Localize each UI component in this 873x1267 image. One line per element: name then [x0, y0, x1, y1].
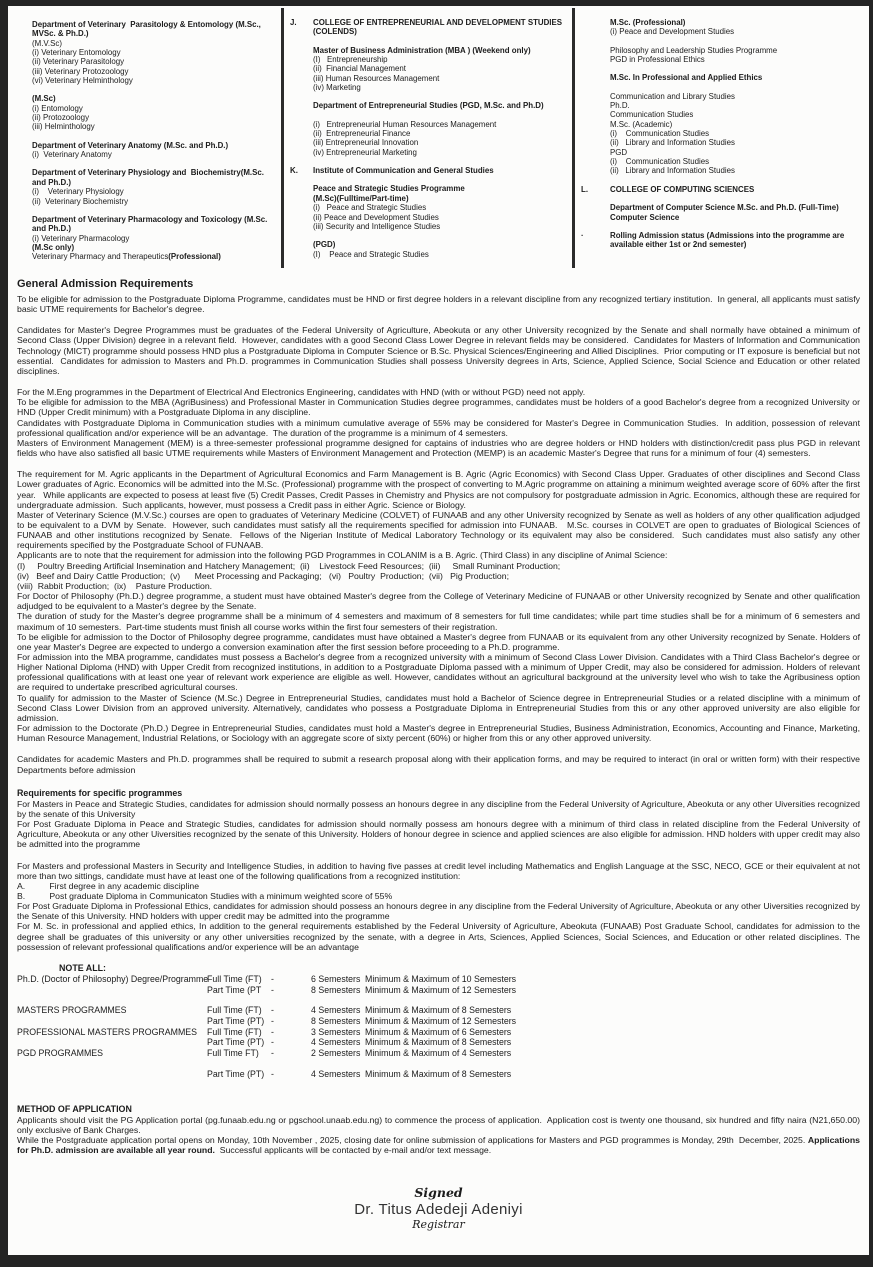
column-line — [290, 184, 566, 193]
paragraph: To be eligible for admission to the Postgraduate Diploma Programme, candidates must be HND or first degree holders in a relevant discipline from any recognized tertiary institution. In general, all applicants must satisfy basic UTME requirements for Bachelor's degree. — [17, 294, 863, 315]
text-segment: While the Postgraduate application portal opens on Monday, 10th November , 2025, closing date for online submission of applications for Masters and PGD programmes is Monday, 29th December, 2025. — [17, 1134, 808, 1145]
table-cell-name: PROFESSIONAL MASTERS PROGRAMMES — [17, 1026, 198, 1037]
column-line — [32, 243, 273, 252]
column-line — [32, 122, 273, 131]
column-line — [581, 92, 861, 101]
note-all-section — [17, 963, 860, 1080]
top-column-2 — [284, 6, 572, 274]
paragraph: Candidates for Master's Degree Programmes must be graduates of the Federal University of Agriculture, Abeokuta or any other University recognized by the Senate and shall normally have obtained a minimum of Second Class (Upper Division) degree in a relevant field. However, candidates with a good Second Class Lower Degree in relevant fields may be considered. Candidates for Masters of Information and Communication Technology (MICT) programme should possess HND plus a Postgraduate Diploma in Computer Science or B.Sc. Physical Sciences/Engineering and Allied Disciplines. Prior computing or IT exposure is beneficial but not essential. Candidates for admission to Masters and Ph.D. programmes in Communication Studies shall possess University degrees in Arts, Science, Applied Science, Social Science and Education or other related disciplines. — [17, 325, 863, 376]
table-cell-mm: Minimum & Maximum of 12 Semesters — [365, 1016, 517, 1027]
paragraph — [17, 1134, 863, 1155]
column-line-text: (iii) Entrepreneurial Innovation — [313, 138, 419, 148]
spacer — [581, 194, 861, 203]
table-cell-dash: - — [271, 973, 274, 984]
paragraph-group — [17, 469, 863, 744]
paragraph: A. First degree in any academic discipline — [17, 880, 200, 891]
paragraph: To qualify for admission to the Master of Science (M.Sc.) Degree in Entrepreneurial Studies, candidates must hold a Bachelor of Science degree in Entrepreneurial Studies or a related discipline with a minimum of Second Class Lower Division from an approved university. Alternatively, candidates who possess a Postgraduate Diploma in Entrepreneurial Studies from this or any other approved university are also eligible for admission. — [17, 692, 863, 723]
general-requirements-text — [17, 294, 863, 775]
table-cell-name — [17, 1016, 207, 1027]
column-line-text: (vi) Veterinary Helminthology — [32, 76, 133, 86]
specific-programmes-text — [17, 798, 863, 952]
paragraph-group — [17, 860, 863, 952]
column-line-text: M.Sc. (Academic) — [610, 119, 673, 129]
note-table — [17, 974, 860, 1080]
column-line-text: Department of Veterinary Anatomy (M.Sc. and Ph.D.) — [32, 140, 229, 150]
table-cell-mode: Full Time (FT) — [207, 973, 262, 984]
paragraph: For Post Graduate Diploma in Peace and Strategic Studies, candidates for admission should normally possess am honours degree with a minimum of third class in related discipline from the Federal University of Agriculture, Abeokuta or any other Uiversities recognized by the senate of this University. Holders of honour degree in science and applied sciences are also eligible for admission. HND holders with upper credit may also be admitted into the programme — [17, 819, 863, 850]
spacer — [581, 64, 861, 73]
spacer — [290, 37, 566, 46]
table-row — [17, 1069, 860, 1080]
text-segment: Veterinary Pharmacy and Therapeutics — [32, 252, 169, 262]
column-line-text: COLLEGE OF COMPUTING SCIENCES — [610, 184, 755, 194]
column-line-text: (I) Entrepreneurship — [313, 55, 388, 65]
column-line-text: (iii) Security and Intelligence Studies — [313, 221, 441, 231]
column-line-text: (iv) Marketing — [313, 83, 361, 93]
paragraph: Candidates for academic Masters and Ph.D. programmes shall be required to submit a research proposal along with their application forms, and may be required to interact (in oral or written form) with their respective Departments before admission — [17, 754, 863, 775]
column-line-text: (M.Sc only) — [32, 242, 75, 252]
column-line — [581, 129, 861, 138]
table-cell-mode: Part Time (PT) — [207, 1068, 265, 1079]
column-line-text — [32, 252, 221, 261]
column-line-text: (i) Entomology — [32, 103, 83, 113]
table-cell-dash: - — [271, 1068, 274, 1079]
spacer — [290, 157, 566, 166]
paragraph: Masters of Environment Management (MEM) is a three-semester professional programme designed for captains of industries who are degree holders or HND holders with distinction/credit pass plus PGD in relevant fields who have also satisfied all basic UTME requirements while Masters of Environment Management and Protection (MEMP) is an academic Master's Degree that runs for a minimum of four (4) semesters. — [17, 437, 863, 459]
column-line-text: (M.V.Sc) — [32, 38, 62, 48]
column-line — [290, 120, 566, 129]
column-line — [32, 39, 273, 48]
table-cell-mm: Minimum & Maximum of 8 Semesters — [365, 1037, 512, 1048]
section-letter: J. — [290, 18, 297, 27]
table-cell-sem: 3 Semesters — [311, 1026, 361, 1037]
paragraph-group — [17, 754, 863, 775]
column-line — [290, 222, 566, 231]
spacer — [32, 206, 273, 215]
paragraph: The duration of study for the Master's degree programme shall be a minimum of 4 semesters and maximum of 8 semesters for full time candidates; while part time studies shall be for a minimum of 6 semesters and maximum of 10 semesters. Part-time students must finish all course works within the first four semesters of their registration. — [17, 611, 863, 632]
paragraph: To be eligible for admission to the MBA (AgriBusiness) and Professional Master in Communication Studies degree programmes, candidates must be holders of a good Bachelor's degree from a recognized University or HND (Upper Credit minimum) with a Postgraduate Diploma in any discipline. — [17, 397, 863, 418]
column-line-text: Peace and Strategic Studies Programme — [313, 184, 465, 194]
table-cell-mode: Full Time (FT) — [207, 1005, 262, 1016]
column-line-text: Department of Veterinary Pharmacology and Toxicology (M.Sc. and Ph.D.) — [32, 214, 270, 234]
text-segment: Successful applicants will be contacted by e-mail and/or text message. — [214, 1145, 492, 1155]
column-line-text: (i) Veterinary Pharmacology — [32, 233, 130, 243]
table-cell-sem: 2 Semesters — [311, 1048, 361, 1059]
column-line-text: Communication Studies — [610, 110, 694, 120]
table-cell-dash: - — [271, 1026, 274, 1037]
paragraph: Master of Veterinary Science (M.V.Sc.) courses are open to graduates of Veterinary Medicine (COLVET) of FUNAAB and any other University recognized by Senate as well as holders of any other qualification adjudged to be equivalent to a DVM by Senate. However, such candidates must satisfy all the requirements specified for admission into FUNAAB. M.Sc. courses in COLVET are open to graduates of Biological Sciences of FUNAAB and other institutions recognized by Senate. Fellows of the Nigerian Institute of Medical Laboratory Technology or its equivalent may also be considered. Such candidates must also satisfy any other requirements specified by the Postgraduate School of FUNAAB. — [17, 509, 863, 551]
column-line — [32, 168, 273, 187]
paragraph: For M. Sc. in professional and applied ethics, In addition to the general requirements established by the Federal University of Agriculture, Abeokuta (FUNAAB) Post Graduate School, candidates for admission to the degree shall be graduates of this university or any other universities recognized by the senate, with a degree in Arts, Sciences, Applied Sciences, Social Sciences, and Education or other related disciplines. The possession of relevant professional qualifications and/or experience will be an advantage — [17, 921, 863, 952]
table-cell-mode: Part Time (PT) — [207, 1016, 265, 1027]
table-cell-mm: Minimum & Maximum of 10 Semesters — [365, 973, 517, 984]
column-line — [32, 197, 273, 206]
column-line-text: (iii) Helminthology — [32, 122, 95, 132]
column-line-text: M.Sc. In Professional and Applied Ethics — [610, 73, 763, 83]
paragraph-group — [17, 294, 863, 315]
column-line-text: Department of Computer Science M.Sc. and Ph.D. (Full-Time) Computer Science — [610, 203, 841, 222]
column-line — [32, 20, 273, 39]
table-cell-mm: Minimum & Maximum of 8 Semesters — [365, 1005, 512, 1016]
table-cell-sem: 8 Semesters — [311, 984, 361, 995]
table-cell-sem: 6 Semesters — [311, 973, 361, 984]
table-cell-dash: - — [271, 1048, 274, 1059]
paragraph: For Post Graduate Diploma in Professional Ethics, candidates for admission should possess an honours degree in any discipline from the Federal University of Agriculture, Abeokuta or any other Uiversities recognized by the Senate of this University. HND holders with upper credit may be admitted into the programme — [17, 901, 863, 922]
paragraph: For Masters in Peace and Strategic Studies, candidates for admission should normally possess an honours degree in any discipline from the Federal University of Agriculture, Abeokuta or any other Uiversities recognized by the senate of this University — [17, 798, 863, 819]
table-row — [17, 1005, 860, 1016]
registrar-name: Dr. Titus Adedeji Adeniyi — [354, 1201, 523, 1219]
column-line-text: (ii) Entrepreneurial Finance — [313, 129, 411, 139]
column-line-text: M.Sc. (Professional) — [610, 18, 686, 27]
paragraph: The requirement for M. Agric applicants in the Department of Agricultural Economics and Farm Management is B. Agric (Agric Economics) with Second Class Upper. Graduates of other disciplines and Second Class Lower graduates of Agric. Economics will be admitted into the M.Sc. (Professional) programme with the prospect of converting to M.Agric programme on attaining a minimum weighted average score of 60% after the first year. While applicants are expected to posess at least five (5) Credit Passes, Credit Passes in Chemistry and Physics are not compulsory for postgraduate admission in Agric. Economics, although these are required for undergraduate admission. Such applicants, however, must possess a Credit pass in either Agric. Science or Biology. — [17, 469, 863, 510]
column-line — [290, 64, 566, 73]
column-line-text: Master of Business Administration (MBA ) (Weekend only) — [313, 45, 531, 55]
column-line — [290, 203, 566, 212]
spacer — [290, 231, 566, 240]
column-line-text: Institute of Communication and General Studies — [313, 166, 494, 176]
table-cell-mode: Full Time (FT) — [207, 1026, 262, 1037]
column-line-text: Philosophy and Leadership Studies Programme — [610, 45, 778, 55]
column-line — [290, 148, 566, 157]
paragraph: For the M.Eng programmes in the Department of Electrical And Electronics Engineering, candidates with HND (with or without PGD) need not apply. — [17, 387, 586, 398]
column-line — [32, 67, 273, 76]
table-row — [17, 1037, 860, 1048]
column-line — [32, 234, 273, 243]
column-line-text: (ii) Veterinary Parasitology — [32, 57, 125, 67]
column-line — [290, 83, 566, 92]
spacer — [32, 132, 273, 141]
paragraph: (I) Poultry Breeding Artificial Insemination and Hatchery Management; (ii) Livestock Feed Resources; (iii) Small Ruminant Production; — [17, 560, 561, 571]
table-cell-name: PGD PROGRAMMES — [17, 1048, 104, 1059]
column-line-text: (i) Communication Studies — [610, 129, 710, 139]
column-line-text: (iii) Veterinary Protozoology — [32, 66, 129, 76]
column-line — [290, 194, 566, 203]
column-line-text: (i) Entrepreneurial Human Resources Management — [313, 119, 497, 129]
table-cell-dash: - — [271, 984, 274, 995]
column-line-text: (i) Veterinary Anatomy — [32, 150, 112, 160]
column-line-text: (I) Peace and Strategic Studies — [313, 249, 429, 259]
note-all-heading: NOTE ALL: — [59, 962, 106, 973]
column-line-text: (i) Veterinary Physiology — [32, 187, 124, 197]
column-line — [581, 166, 861, 175]
table-cell-mm: Minimum & Maximum of 8 Semesters — [365, 1068, 512, 1079]
table-cell-sem: 4 Semesters — [311, 1037, 361, 1048]
column-line — [581, 27, 861, 36]
column-line-text: (ii) Library and Information Studies — [610, 138, 735, 148]
text-segment: Applicants should visit the PG Application portal (pg.funaab.edu.ng or pgschool.unaab.edu.ng) to commence the process of application. Application cost is twenty one thousand, six hundred and fifty naira (N21,650.00) only exclusive of Bank Charges. — [17, 1114, 863, 1135]
column-line — [290, 138, 566, 147]
column-line — [32, 187, 273, 196]
spacer — [581, 176, 861, 185]
column-line-text: PGD in Professional Ethics — [610, 55, 705, 65]
table-row-spacer — [17, 1059, 860, 1069]
column-line — [290, 240, 566, 249]
column-line — [581, 55, 861, 64]
signed-label: Signed — [414, 1185, 463, 1201]
column-line-text: (ii) Peace and Development Studies — [313, 212, 439, 222]
column-line-text: (PGD) — [313, 240, 336, 250]
column-line — [290, 74, 566, 83]
column-line-text: Communication and Library Studies — [610, 91, 735, 101]
paragraph: For Doctor of Philosophy (Ph.D.) degree programme, a student must have obtained Master's degree from the College of Veterinary Medicine of FUNAAB or other University recognized by Senate and other qualification adjudged to be equivalent to a Master's degree by the Senate. — [17, 591, 863, 612]
column-line — [581, 73, 861, 82]
table-cell-name — [17, 1069, 207, 1080]
column-line-text: (i) Veterinary Entomology — [32, 48, 121, 58]
table-cell-name: MASTERS PROGRAMMES — [17, 1005, 127, 1016]
table-cell-mm: Minimum & Maximum of 12 Semesters — [365, 984, 517, 995]
column-line — [581, 138, 861, 147]
signature-block — [17, 1185, 860, 1231]
column-line — [32, 104, 273, 113]
registrar-title: Registrar — [412, 1218, 465, 1232]
column-line — [581, 101, 861, 110]
spacer — [32, 159, 273, 168]
column-line-text: (iv) Entrepreneurial Marketing — [313, 147, 417, 157]
table-cell-mm: Minimum & Maximum of 6 Semesters — [365, 1026, 512, 1037]
column-line — [32, 215, 273, 234]
paragraph-group — [17, 387, 863, 459]
column-line — [290, 166, 566, 175]
paragraph: For Masters and professional Masters in Security and Intelligence Studies, in addition to having five passes at credit level including Mathematics and English Language at the SSC, NECO, GCE or their equivalent at not more than two sittings, candidate must have at least one of the following qualifications from a recognized institution: — [17, 860, 863, 881]
text-segment: Applications for Ph.D. admission are available all year round. — [17, 1134, 863, 1155]
column-line — [581, 231, 861, 250]
column-line — [581, 110, 861, 119]
method-text — [17, 1114, 863, 1156]
table-row — [17, 985, 860, 996]
column-line-text: Rolling Admission status (Admissions into the programme are available either 1st or 2nd semester) — [610, 230, 847, 250]
spacer — [290, 92, 566, 101]
table-cell-sem: 8 Semesters — [311, 1016, 361, 1027]
text-segment: (Professional) — [168, 252, 221, 262]
table-cell-mode: Part Time (PT — [207, 984, 262, 995]
column-line — [290, 129, 566, 138]
column-line-text: (ii) Financial Management — [313, 64, 406, 74]
paragraph: To be eligible for admission to the Doctor of Philosophy degree programme, candidates must have obtained a Master's degree from FUNAAB or its equivalent from any other University recognized by Senate. Holders of one year Master's Degree are expected to undergo a conversion examination after the first session before proceeding to a Ph.D. programme. — [17, 631, 863, 652]
paragraph-group — [17, 325, 863, 376]
paragraph: Candidates with Postgraduate Diploma in Communication studies with a minimum cumulative average of 55% may be considered for Master's Degree in Communication Studies. In addition, possession of relevant professional qualification and/or experience will be an advantage. The duration of the programme is a minimum of 4 semesters. — [17, 417, 863, 438]
column-line — [32, 150, 273, 159]
column-line — [32, 141, 273, 150]
column-line-text: (ii) Protozoology — [32, 113, 90, 123]
column-line — [290, 18, 566, 37]
table-cell-name — [17, 985, 207, 996]
table-cell-dash: - — [271, 1005, 274, 1016]
column-line — [290, 250, 566, 259]
column-line-text: (i) Peace and Strategic Studies — [313, 203, 427, 213]
column-line-text: Ph.D. — [610, 101, 630, 111]
column-line — [290, 101, 566, 110]
table-cell-sem: 4 Semesters — [311, 1068, 361, 1079]
section-letter: K. — [290, 166, 298, 176]
column-line — [32, 76, 273, 85]
column-line-text: Department of Veterinary Physiology and Biochemistry(M.Sc. and Ph.D.) — [32, 168, 267, 187]
column-line — [581, 46, 861, 55]
table-row — [17, 1048, 860, 1059]
section-letter: · — [581, 230, 584, 240]
table-cell-sem: 4 Semesters — [311, 1005, 361, 1016]
paragraph-group — [17, 798, 863, 850]
table-row — [17, 974, 860, 985]
spacer — [581, 83, 861, 92]
table-cell-name: Ph.D. (Doctor of Philosophy) Degree/Programme — [17, 973, 209, 984]
column-line-text: (M.Sc)(Fulltime/Part-time) — [313, 193, 409, 203]
spacer — [290, 175, 566, 184]
table-cell-name — [17, 1037, 207, 1048]
paragraph: (iv) Beef and Dairy Cattle Production; (v) Meet Processing and Packaging; (vi) Poultry Production; (vii) Pig Production; — [17, 570, 510, 581]
table-row — [17, 1016, 860, 1027]
column-line — [581, 157, 861, 166]
top-column-3 — [575, 6, 869, 274]
table-cell-dash: - — [271, 1016, 274, 1027]
column-line-text: Department of Entrepreneurial Studies (PGD, M.Sc. and Ph.D) — [313, 101, 544, 111]
paragraph: For admission into the MBA programme, candidates must possess a Bachelor's degree from a recognized university with a minimum of Second Class Lower Division. Candidates with a Third Class Bachelor's degree or Higher National Diploma (HND) with Upper Credit from recognized institutions, in addition to a Postgraduate Diploma passed with a minimum of Upper Credit, may also be considered for admission. Holders of relevant professional qualifications with at least one year of relevant work experience are eligible as well. However, candidates without an agricultural background at the university level who wish to take the Agribusiness option are required to undertake prescribed agricultural courses. — [17, 652, 863, 693]
table-row-spacer — [17, 995, 860, 1005]
paragraph: Applicants are to note that the requirement for admission into the following PGD Programmes in COLANIM is a B. Agric. (Third Class) in any discipline of Animal Science: — [17, 550, 668, 561]
table-cell-mm: Minimum & Maximum of 4 Semesters — [365, 1048, 512, 1059]
column-line — [32, 94, 273, 103]
paragraph — [17, 1114, 863, 1135]
column-line — [32, 57, 273, 66]
table-cell-mode: Part Time (PT) — [207, 1037, 265, 1048]
column-line-text: (M.Sc) — [32, 94, 56, 104]
table-cell-dash: - — [271, 1037, 274, 1048]
spacer — [581, 222, 861, 231]
column-line — [581, 148, 861, 157]
column-line-text: (ii) Veterinary Biochemistry — [32, 196, 129, 206]
spacer — [290, 111, 566, 120]
paragraph: (viii) Rabbit Production; (ix) Pasture Production. — [17, 580, 213, 591]
column-line — [32, 48, 273, 57]
spacer — [32, 85, 273, 94]
table-cell-mode: Full Time FT) — [207, 1048, 259, 1059]
column-line — [581, 18, 861, 27]
method-of-application-section — [17, 1103, 863, 1156]
column-line — [290, 55, 566, 64]
column-line-text: (iii) Human Resources Management — [313, 73, 440, 83]
table-row — [17, 1027, 860, 1038]
column-line-text: PGD — [610, 147, 628, 157]
column-line-text: (i) Communication Studies — [610, 157, 710, 167]
column-line — [581, 185, 861, 194]
programme-columns-section — [8, 6, 869, 274]
column-line — [581, 203, 861, 222]
column-line-text: Department of Veterinary Parasitology & Entomology (M.Sc., MVSc. & Ph.D.) — [32, 20, 264, 39]
column-line — [32, 113, 273, 122]
top-column-1 — [8, 6, 281, 274]
column-line — [581, 120, 861, 129]
specific-programmes-heading: Requirements for specific programmes — [17, 787, 183, 798]
spacer — [581, 37, 861, 46]
column-line — [290, 213, 566, 222]
general-requirements-heading: General Admission Requirements — [17, 278, 194, 290]
method-heading: METHOD OF APPLICATION — [17, 1103, 132, 1114]
column-line — [290, 46, 566, 55]
section-letter: L. — [581, 184, 589, 194]
column-line-text: COLLEGE OF ENTREPRENEURIAL AND DEVELOPMENT STUDIES (COLENDS) — [313, 18, 565, 37]
column-line-text: (ii) Library and Information Studies — [610, 166, 735, 176]
paragraph: B. Post graduate Diploma in Communicaton Studies with a minimum weighted score of 55% — [17, 890, 393, 901]
body-section — [8, 274, 869, 1231]
column-line-text: (i) Peace and Development Studies — [610, 27, 735, 37]
column-line — [32, 252, 273, 261]
paragraph: For admission to the Doctorate (Ph.D.) Degree in Entrepreneurial Studies, candidates must hold a Master's degree in Entrepreneurial Studies, Business Administration, Economics, Accounting and Finance, Marketing, Human Resource Management, Industrial Relations, or Sociology with an aggregate score of sixty percent (60%) or higher from this or any other approved university. — [17, 723, 863, 744]
